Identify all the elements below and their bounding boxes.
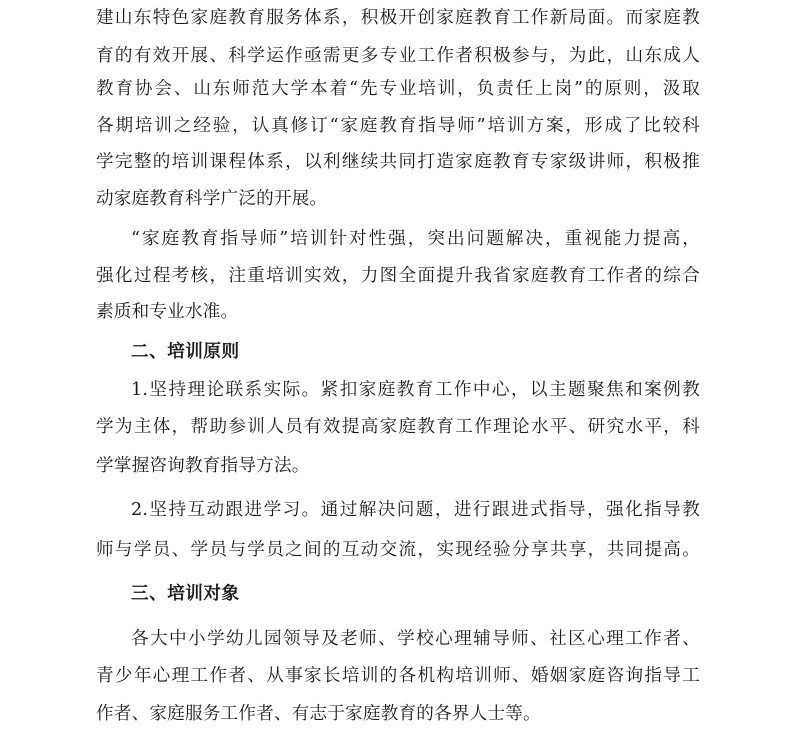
paragraph-line: 教育协会、山东师范大学本着“先专业培训，负责任上岗”的原则，汲取 [96,79,700,99]
paragraph-line: 各大中小学幼儿园领导及老师、学校心理辅导师、社区心理工作者、 [131,629,700,649]
paragraph-line: 1.坚持理论联系实际。紧扣家庭教育工作中心，以主题聚焦和案例教 [131,380,700,400]
paragraph-line: 各期培训之经验，认真修订“家庭教育指导师”培训方案，形成了比较科 [96,116,700,136]
paragraph-line: 育的有效开展、科学运作亟需更多专业工作者积极参与，为此，山东成人 [96,46,700,66]
paragraph-line: 学为主体，帮助参训人员有效提高家庭教育工作理论水平、研究水平，科 [96,417,700,437]
paragraph-line: 青少年心理工作者、从事家长培训的各机构培训师、婚姻家庭咨询指导工 [96,666,700,686]
paragraph-line: 学完整的培训课程体系，以利继续共同打造家庭教育专家级讲师，积极推 [96,152,700,172]
paragraph-line: 学掌握咨询教育指导方法。 [96,456,310,476]
paragraph-line: 强化过程考核，注重培训实效，力图全面提升我省家庭教育工作者的综合 [96,266,700,286]
paragraph-line: 师与学员、学员与学员之间的互动交流，实现经验分享共享，共同提高。 [96,540,700,560]
section-heading: 三、培训对象 [131,583,240,604]
paragraph-line: 素质和专业水准。 [96,302,239,322]
paragraph-line: 作者、家庭服务工作者、有志于家庭教育的各界人士等。 [96,704,541,724]
paragraph-line: 建山东特色家庭教育服务体系，积极开创家庭教育工作新局面。而家庭教 [96,8,700,28]
paragraph-line: 动家庭教育科学广泛的开展。 [96,189,328,209]
paragraph-line: “家庭教育指导师”培训针对性强，突出问题解决，重视能力提高， [131,229,700,249]
section-heading: 二、培训原则 [131,341,240,362]
paragraph-line: 2.坚持互动跟进学习。通过解决问题，进行跟进式指导，强化指导教 [131,500,700,520]
